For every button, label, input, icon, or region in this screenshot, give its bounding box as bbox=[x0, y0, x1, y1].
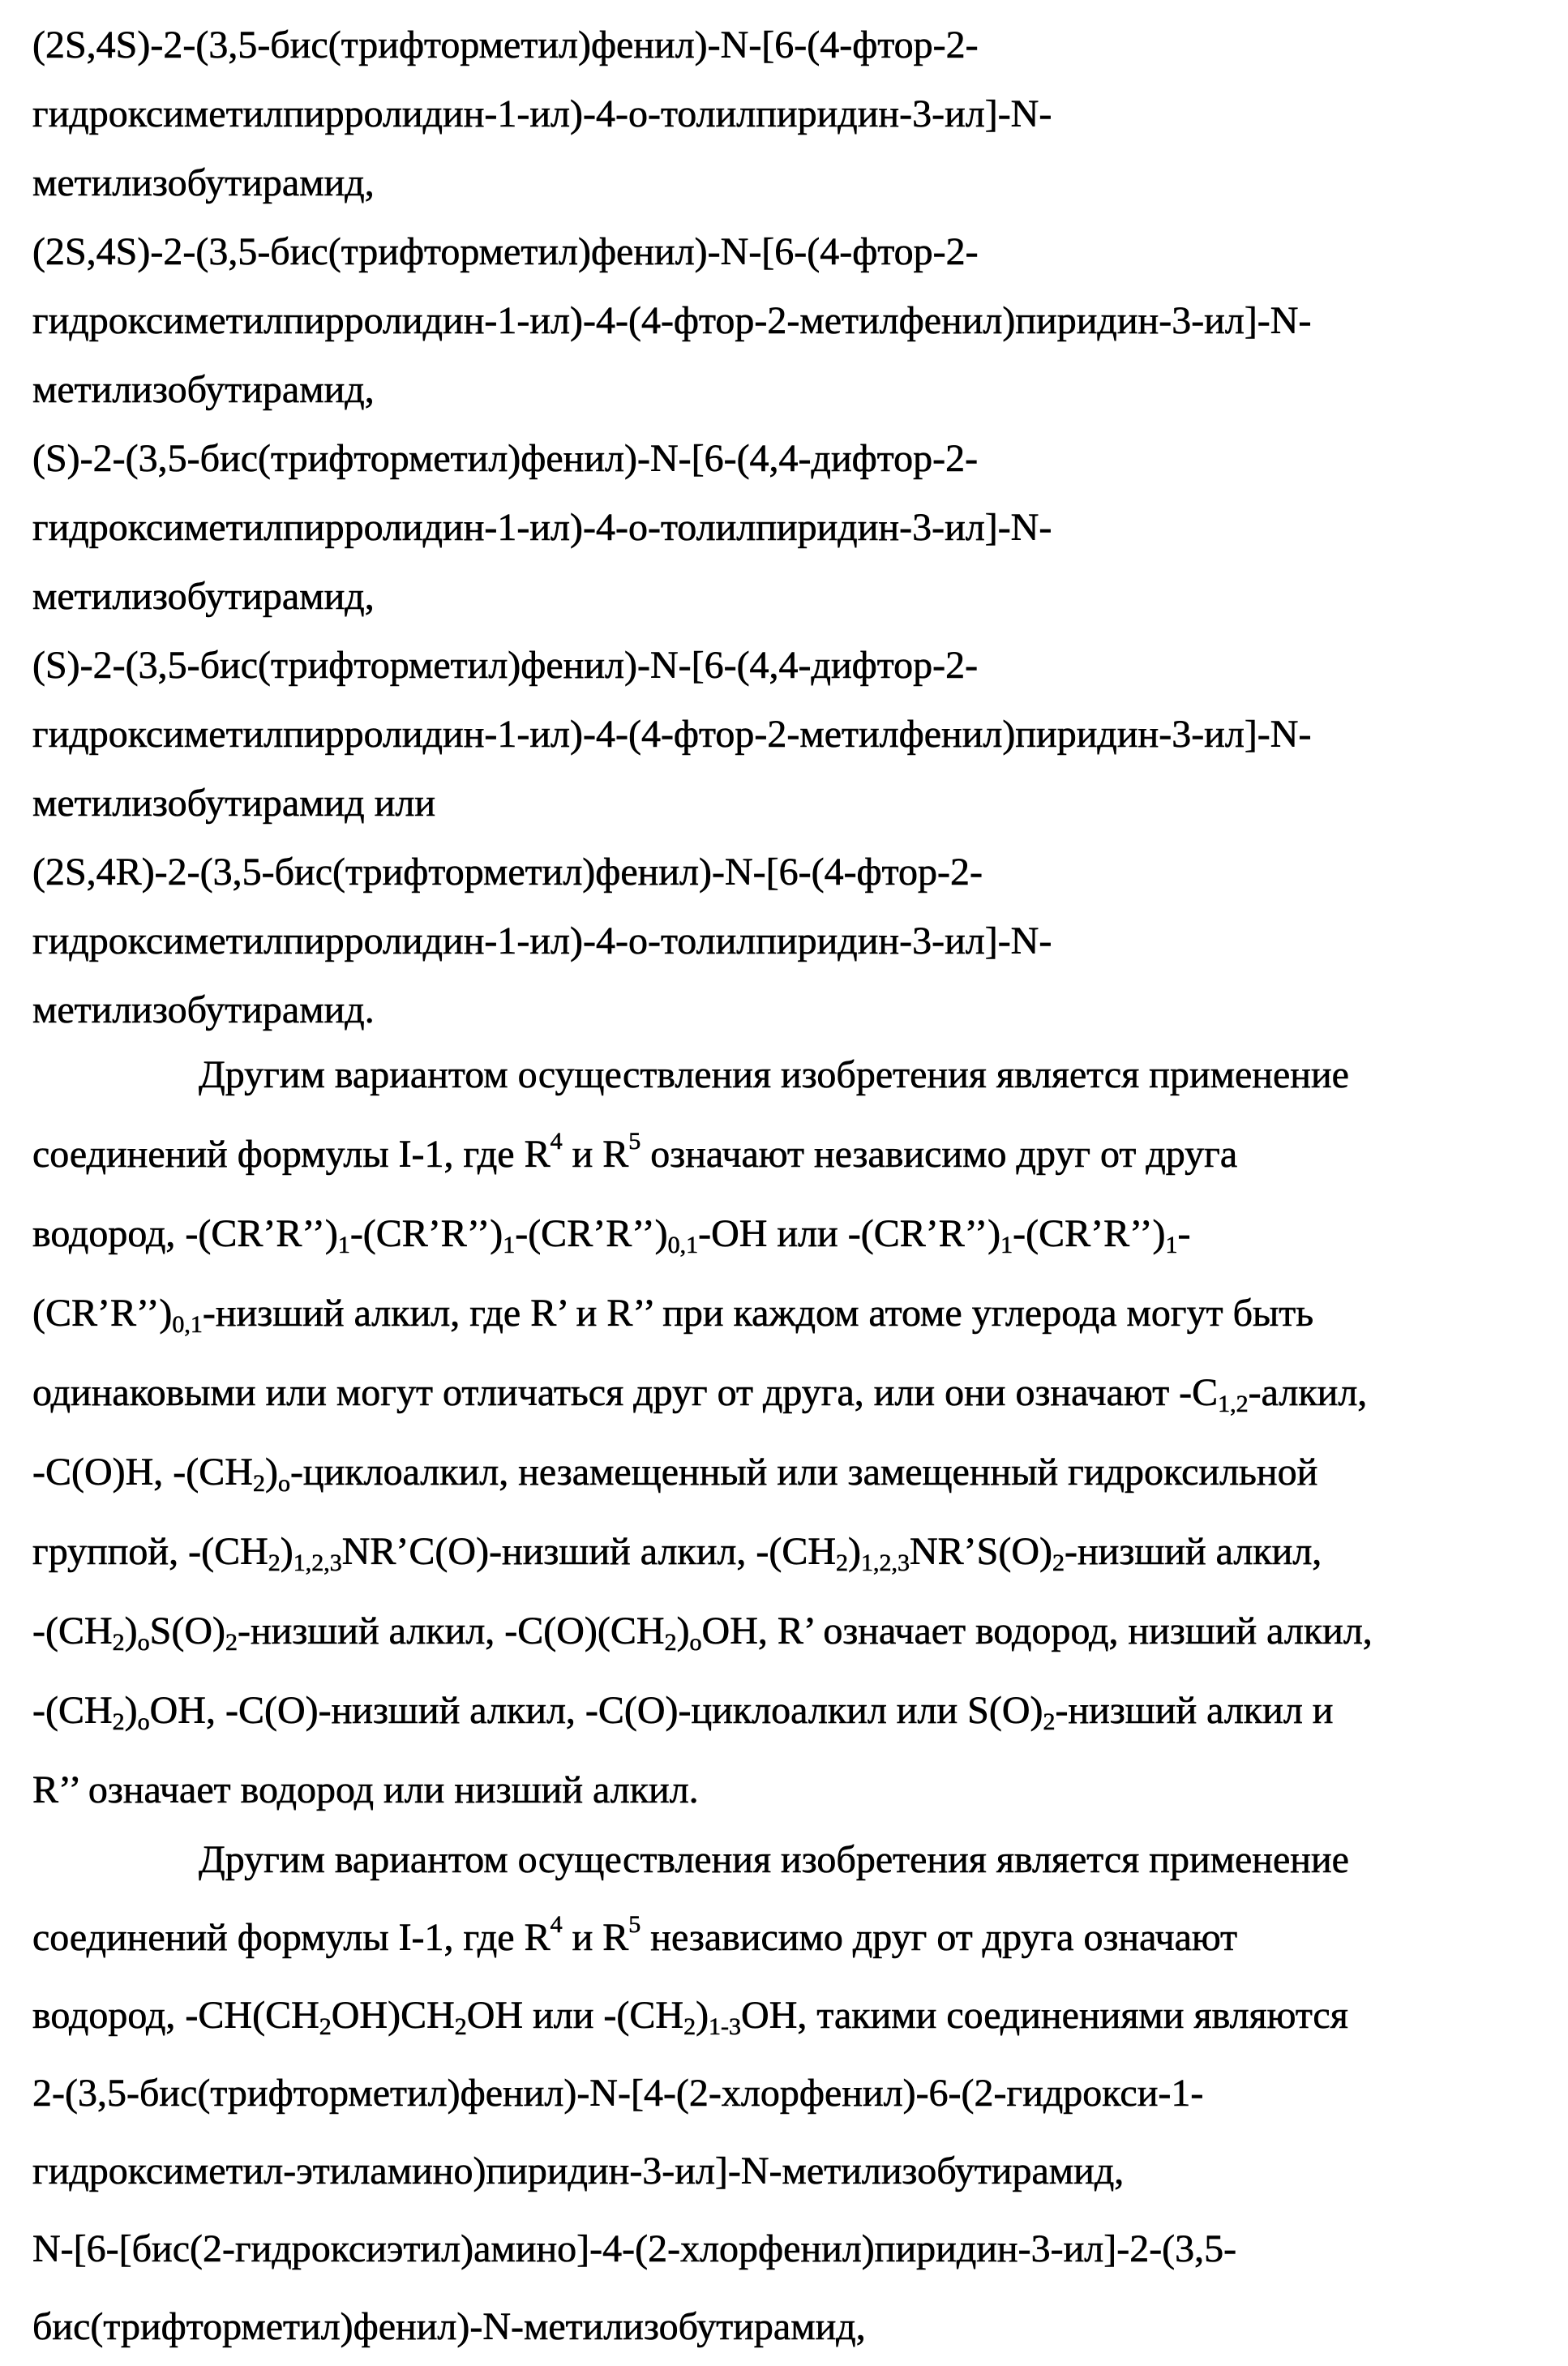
text-segment: (2S,4S)-2-(3,5-бис(трифторметил)фенил)-N-[6-(4-фтор-2- bbox=[32, 230, 979, 273]
subscript: 2 bbox=[253, 1470, 265, 1497]
text-segment: -низший алкил, -C(O)(CH bbox=[238, 1609, 665, 1652]
subscript: 2 bbox=[1043, 1708, 1055, 1735]
text-segment: водород, -(CR’R’’) bbox=[32, 1212, 338, 1255]
text-line bbox=[32, 424, 1544, 493]
text-segment: OH, R’ означает водород, низший алкил, bbox=[702, 1609, 1373, 1652]
text-segment: NR’C(O)-низший алкил, -(CH bbox=[342, 1530, 836, 1573]
text-segment: 2-(3,5-бис(трифторметил)фенил)-N-[4-(2-хлорфенил)-6-(2-гидрокси-1- bbox=[32, 2072, 1203, 2115]
text-line bbox=[32, 838, 1544, 907]
text-line bbox=[32, 217, 1544, 286]
text-line bbox=[32, 148, 1544, 217]
paragraph-embodiment-1 bbox=[32, 1035, 1544, 1830]
subscript: 0,1 bbox=[172, 1311, 203, 1338]
text-segment: и R bbox=[563, 1133, 629, 1176]
text-line bbox=[32, 769, 1544, 838]
text-line bbox=[32, 1751, 1544, 1830]
text-segment: ) bbox=[125, 1609, 138, 1652]
superscript: 5 bbox=[628, 1128, 640, 1155]
text-line bbox=[32, 1821, 1544, 1899]
text-line bbox=[32, 1977, 1544, 2055]
text-segment: -низший алкил, bbox=[1065, 1530, 1322, 1573]
text-segment: (S)-2-(3,5-бис(трифторметил)фенил)-N-[6-(4,4-дифтор-2- bbox=[32, 644, 978, 687]
text-segment: гидроксиметил-этиламино)пиридин-3-ил]-N-метилизобутирамид, bbox=[32, 2150, 1124, 2192]
text-line bbox=[32, 1115, 1544, 1194]
subscript: 1-3 bbox=[709, 2013, 741, 2040]
subscript: 1 bbox=[338, 1232, 350, 1258]
text-segment: OH, такими соединениями являются bbox=[741, 1994, 1348, 2037]
subscript: 2 bbox=[319, 2013, 332, 2040]
text-segment: ) bbox=[125, 1689, 138, 1732]
text-segment: гидроксиметилпирролидин-1-ил)-4-(4-фтор-2-метилфенил)пиридин-3-ил]-N- bbox=[32, 713, 1311, 756]
text-segment: (2S,4S)-2-(3,5-бис(трифторметил)фенил)-N-[6-(4-фтор-2- bbox=[32, 24, 979, 66]
text-segment: ) bbox=[265, 1451, 278, 1494]
text-segment: одинаковыми или могут отличаться друг от друга, или они означают -C bbox=[32, 1371, 1218, 1414]
text-line bbox=[32, 1194, 1544, 1274]
text-line bbox=[32, 700, 1544, 769]
text-line bbox=[32, 2288, 1544, 2366]
text-segment: -C(O)H, -(CH bbox=[32, 1451, 253, 1494]
text-segment: независимо друг от друга означают bbox=[640, 1916, 1237, 1959]
text-segment: означают независимо друг от друга bbox=[640, 1133, 1237, 1176]
text-segment: OH или -(CH bbox=[467, 1994, 683, 2037]
text-line bbox=[32, 1353, 1544, 1433]
compound-list bbox=[32, 11, 1544, 1044]
subscript: 2 bbox=[683, 2013, 696, 2040]
text-segment: соединений формулы I-1, где R bbox=[32, 1133, 551, 1176]
text-segment: метилизобутирамид, bbox=[32, 575, 375, 618]
text-segment: метилизобутирамид, bbox=[32, 161, 375, 204]
subscript: o bbox=[138, 1629, 150, 1656]
text-segment: -алкил, bbox=[1249, 1371, 1368, 1414]
text-segment: OH, -C(O)-низший алкил, -C(O)-циклоалкил или S(O) bbox=[150, 1689, 1043, 1732]
text-segment: -OH или -(CR’R’’) bbox=[698, 1212, 1000, 1255]
text-line bbox=[32, 975, 1544, 1044]
text-segment: группой, -(CH bbox=[32, 1530, 268, 1573]
text-segment: R’’ означает водород или низший алкил. bbox=[32, 1768, 699, 1811]
superscript: 4 bbox=[551, 1128, 563, 1155]
text-line bbox=[32, 1899, 1544, 1977]
text-segment: гидроксиметилпирролидин-1-ил)-4-о-толилпиридин-3-ил]-N- bbox=[32, 92, 1052, 135]
text-segment: гидроксиметилпирролидин-1-ил)-4-о-толилпиридин-3-ил]-N- bbox=[32, 919, 1052, 962]
text-line bbox=[32, 1433, 1544, 1512]
text-segment: ) bbox=[696, 1994, 709, 2037]
subscript: 1 bbox=[1166, 1232, 1178, 1258]
subscript: o bbox=[138, 1708, 150, 1735]
text-segment: гидроксиметилпирролидин-1-ил)-4-о-толилпиридин-3-ил]-N- bbox=[32, 506, 1052, 549]
subscript: 1,2 bbox=[1218, 1391, 1249, 1417]
text-segment: водород, -CH(CH bbox=[32, 1994, 319, 2037]
subscript: 2 bbox=[113, 1708, 125, 1735]
text-segment: S(O) bbox=[150, 1609, 225, 1652]
text-line bbox=[32, 1671, 1544, 1751]
subscript: 1 bbox=[1000, 1232, 1013, 1258]
subscript: o bbox=[690, 1629, 702, 1656]
subscript: 1,2,3 bbox=[861, 1549, 910, 1576]
text-line bbox=[32, 2055, 1544, 2132]
subscript: 1 bbox=[503, 1232, 515, 1258]
superscript: 5 bbox=[628, 1911, 640, 1938]
text-segment: ) bbox=[848, 1530, 861, 1573]
text-segment: соединений формулы I-1, где R bbox=[32, 1916, 551, 1959]
text-line bbox=[32, 2210, 1544, 2288]
text-segment: -(CR’R’’) bbox=[1013, 1212, 1165, 1255]
text-line bbox=[32, 1592, 1544, 1671]
text-segment: N-[6-[бис(2-гидроксиэтил)амино]-4-(2-хлорфенил)пиридин-3-ил]-2-(3,5- bbox=[32, 2227, 1236, 2270]
text-segment: OH)CH bbox=[332, 1994, 455, 2037]
text-segment: Другим вариантом осуществления изобретения является применение bbox=[199, 1838, 1349, 1881]
subscript: 2 bbox=[836, 1549, 848, 1576]
text-line bbox=[32, 493, 1544, 562]
text-segment: бис(трифторметил)фенил)-N-метилизобутирамид, bbox=[32, 2305, 866, 2348]
superscript: 4 bbox=[551, 1911, 563, 1938]
text-line bbox=[32, 2132, 1544, 2210]
text-segment: гидроксиметилпирролидин-1-ил)-4-(4-фтор-2-метилфенил)пиридин-3-ил]-N- bbox=[32, 299, 1311, 342]
subscript: 2 bbox=[455, 2013, 467, 2040]
text-segment: ) bbox=[281, 1530, 293, 1573]
text-segment: -циклоалкил, незамещенный или замещенный гидроксильной bbox=[290, 1451, 1317, 1494]
text-segment: -(CH bbox=[32, 1689, 113, 1732]
text-segment: ) bbox=[677, 1609, 690, 1652]
paragraph-embodiment-2 bbox=[32, 1821, 1544, 2366]
text-line bbox=[32, 1512, 1544, 1592]
text-segment: -(CH bbox=[32, 1609, 113, 1652]
text-segment: -низший алкил, где R’ и R’’ при каждом атоме углерода могут быть bbox=[203, 1292, 1313, 1335]
text-line bbox=[32, 355, 1544, 424]
text-segment: Другим вариантом осуществления изобретения является применение bbox=[199, 1053, 1349, 1096]
subscript: 2 bbox=[268, 1549, 281, 1576]
text-line bbox=[32, 562, 1544, 631]
subscript: 2 bbox=[113, 1629, 125, 1656]
text-segment: метилизобутирамид или bbox=[32, 782, 435, 825]
text-line bbox=[32, 907, 1544, 975]
subscript: 2 bbox=[665, 1629, 677, 1656]
text-line bbox=[32, 631, 1544, 700]
text-segment: метилизобутирамид. bbox=[32, 988, 375, 1031]
text-line bbox=[32, 286, 1544, 355]
subscript: 0,1 bbox=[668, 1232, 699, 1258]
text-line bbox=[32, 1274, 1544, 1353]
text-segment: - bbox=[1178, 1212, 1191, 1255]
text-segment: (S)-2-(3,5-бис(трифторметил)фенил)-N-[6-(4,4-дифтор-2- bbox=[32, 437, 978, 480]
subscript: o bbox=[278, 1470, 290, 1497]
subscript: 1,2,3 bbox=[293, 1549, 342, 1576]
text-segment: -(CR’R’’) bbox=[515, 1212, 667, 1255]
subscript: 2 bbox=[1052, 1549, 1065, 1576]
text-segment: и R bbox=[563, 1916, 629, 1959]
text-segment: NR’S(O) bbox=[910, 1530, 1052, 1573]
text-line bbox=[32, 11, 1544, 79]
text-segment: (2S,4R)-2-(3,5-бис(трифторметил)фенил)-N-[6-(4-фтор-2- bbox=[32, 851, 983, 894]
text-segment: -(CR’R’’) bbox=[350, 1212, 503, 1255]
text-line bbox=[32, 1035, 1544, 1115]
text-segment: метилизобутирамид, bbox=[32, 368, 375, 411]
subscript: 2 bbox=[225, 1629, 238, 1656]
text-line bbox=[32, 79, 1544, 148]
text-segment: (CR’R’’) bbox=[32, 1292, 172, 1335]
text-segment: -низший алкил и bbox=[1055, 1689, 1333, 1732]
